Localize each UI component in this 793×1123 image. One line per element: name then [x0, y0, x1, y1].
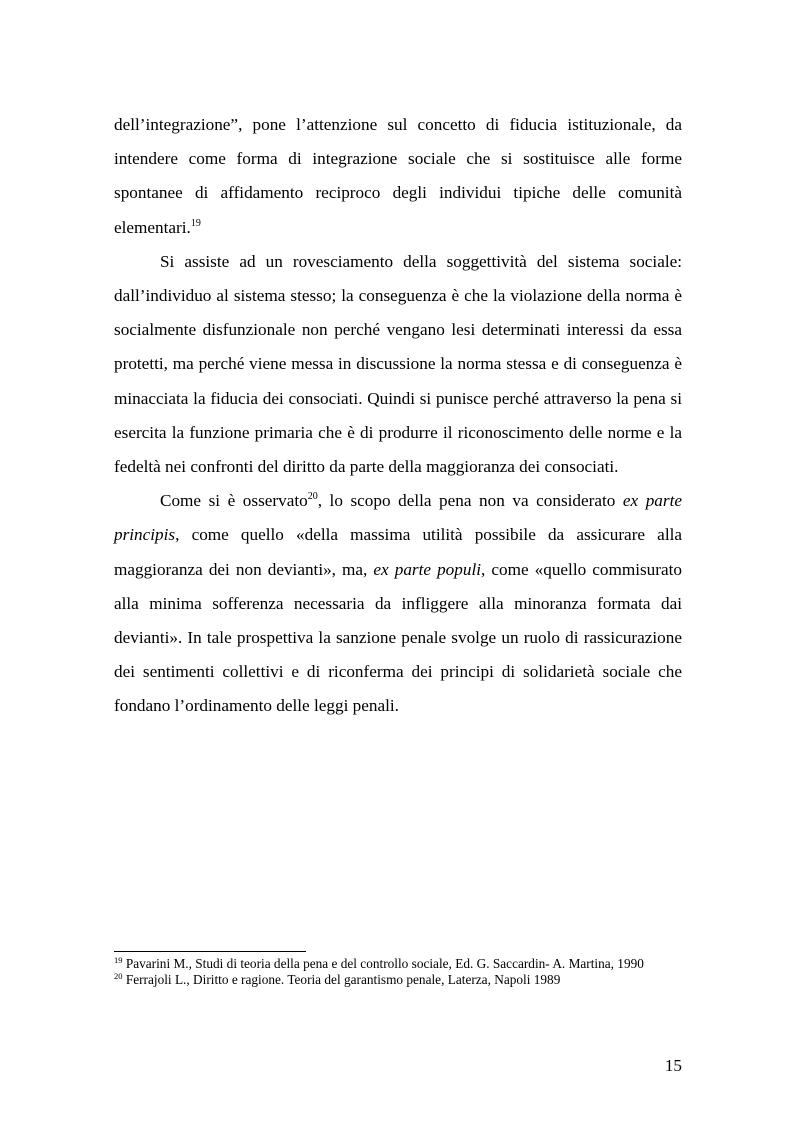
body-text [114, 108, 682, 724]
footnote-text: Ferrajoli L., Diritto e ragione. Teoria del garantismo penale, Laterza, Napoli 1989 [125, 972, 561, 987]
page-number: 15 [664, 1056, 682, 1075]
paragraph-2-text: Si assiste ad un rovesciamento della soggettività del sistema sociale: dall’individuo al sistema stesso; la conseguenza è che la violazione della norma è socialmente disfunzionale non perché vengano lesi determinati interessi da essa protetti, ma perché viene messa in discussione la norma stessa e di conseguenza è minacciata la fiducia dei consociati. Quindi si punisce perché attraverso la pena si esercita la funzione primaria che è di produrre il riconoscimento delle norme e la fedeltà nei confronti del diritto da parte della maggioranza dei consociati. [114, 251, 682, 477]
footnote-separator [114, 951, 306, 952]
paragraph-1-text: dell’integrazione”, pone l’attenzione sul concetto di fiducia istituzionale, da intendere come forma di integrazione sociale che si sostituisce alle forme spontanee di affidamento reciproco degli individui tipiche delle comunità elementari. [114, 115, 682, 237]
footnote-ref-20: 20 [307, 491, 318, 503]
paragraph-3-text-d: , come «quello commisurato alla minima sofferenza necessaria da infliggere alla minoranza formata dai devianti». In tale prospettiva la sanzione penale svolge un ruolo di rassicurazione dei sentimenti collettivi e di riconferma dei principi di solidarietà sociale che fondano l’ordinamento delle leggi penali. [114, 559, 682, 716]
footnote-number: 20 [114, 971, 123, 981]
footnote-ref-19: 19 [190, 217, 201, 229]
footnote-text: Pavarini M., Studi di teoria della pena e del controllo sociale, Ed. G. Saccardin- A. Martina, 1990 [125, 956, 644, 971]
paragraph-2 [114, 245, 682, 484]
footnote-19 [114, 956, 682, 972]
paragraph-1 [114, 108, 682, 245]
footnotes [114, 956, 682, 988]
latin-phrase-populi: ex parte populi [373, 559, 481, 579]
paragraph-3 [114, 484, 682, 723]
footnote-20 [114, 972, 682, 988]
latin-phrase-principis: ex parte principis [114, 491, 682, 545]
paragraph-3-text-c: , come quello «della massima utilità possibile da assicurare alla maggioranza dei non devianti», ma, [114, 525, 682, 579]
paragraph-3-text-a: Come si è osservato [160, 491, 308, 511]
paragraph-3-text-b: , lo scopo della pena non va considerato [317, 491, 623, 511]
footnote-number: 19 [114, 955, 123, 965]
